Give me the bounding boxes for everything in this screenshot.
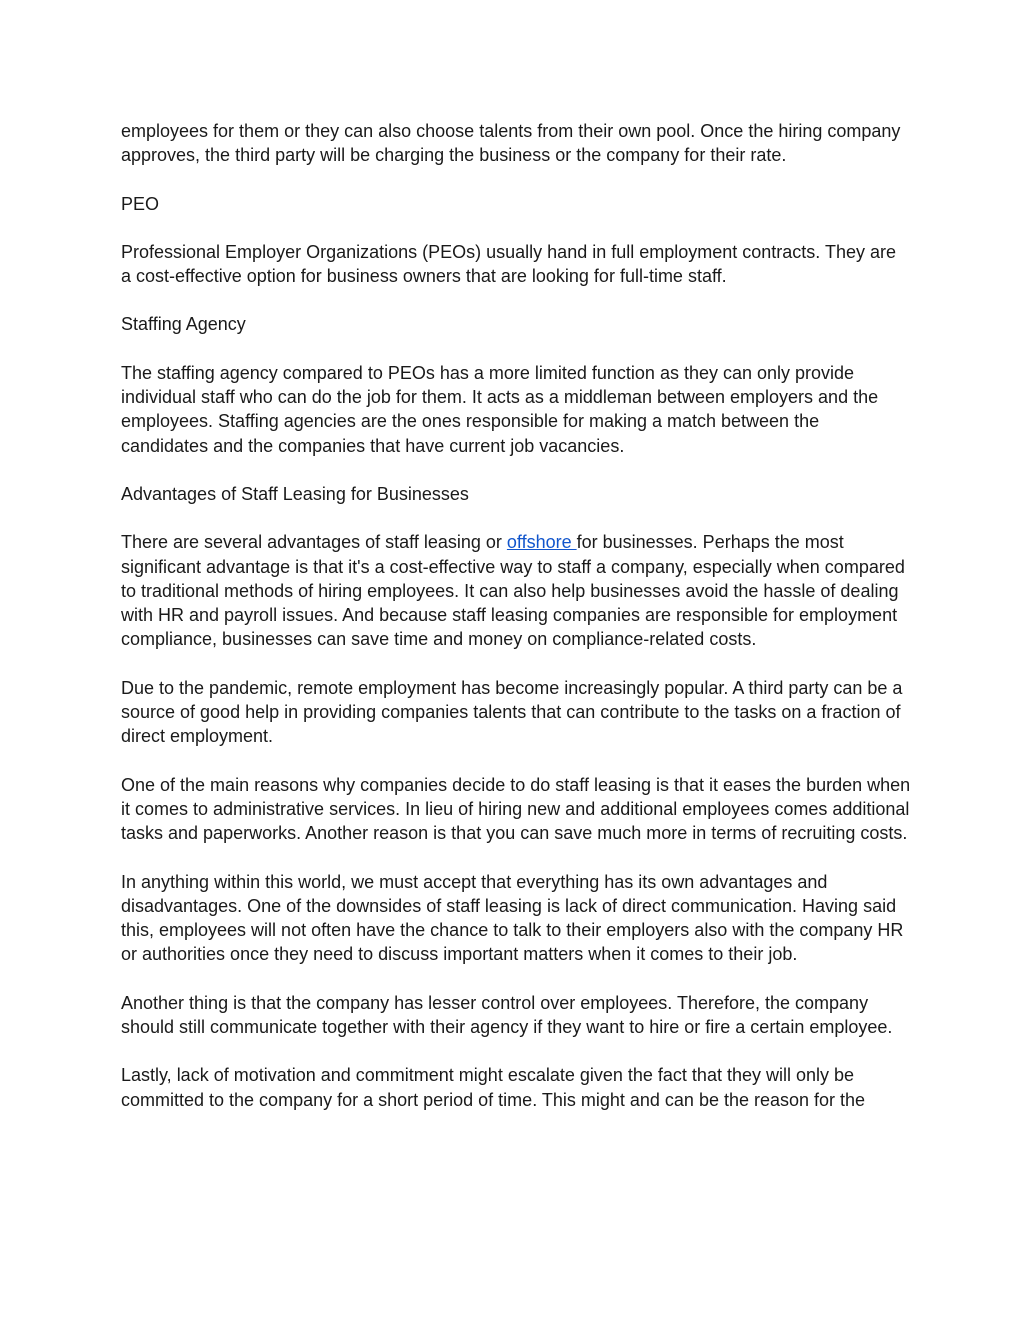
paragraph-peo: Professional Employer Organizations (PEOs) usually hand in full employment contracts. They are a cost-effective option for business owners that are looking for full-time staff. [121,241,897,287]
heading-peo: PEO [121,193,160,214]
document-page [121,119,911,1136]
paragraph-lastly: Lastly, lack of motivation and commitment might escalate given the fact that they will only be committed to the company for a short period of time. This might and can be the reason for the [121,1065,866,1110]
paragraph-staffing-agency: The staffing agency compared to PEOs has a more limited function as they can only provide individual staff who can do the job for them. It acts as a middleman between employers and the employees. Staffing agencies are the ones responsible for making a match between the candidates and the companies that have current job vacancies. [121,362,879,456]
advantages-text-start: There are several advantages of staff leasing or [121,532,507,553]
paragraph-pandemic: Due to the pandemic, remote employment has become increasingly popular. A third party can be a source of good help in providing companies talents that can contribute to the tasks on a fraction of direct employment. [121,677,903,747]
heading-advantages: Advantages of Staff Leasing for Businesses [121,483,469,504]
paragraph-control: Another thing is that the company has lesser control over employees. Therefore, the company should still communicate together with their agency if they want to hire or fire a certain employee. [121,992,893,1038]
heading-staffing-agency: Staffing Agency [121,314,246,335]
paragraph-advantages [121,530,911,651]
paragraph-intro: employees for them or they can also choose talents from their own pool. Once the hiring company approves, the third party will be charging the business or the company for their rate. [121,121,901,166]
advantages-text-end: for businesses. Perhaps the most significant advantage is that it's a cost-effective way to staff a company, especially when compared to traditional methods of hiring employees. It can also help businesses avoid the hassle of dealing with HR and payroll issues. And because staff leasing companies are responsible for employment compliance, businesses can save time and money on compliance-related costs. [121,532,905,650]
offshore-link[interactable]: offshore [506,532,577,553]
paragraph-reasons: One of the main reasons why companies decide to do staff leasing is that it eases the burden when it comes to administrative services. In lieu of hiring new and additional employees comes additional tasks and paperworks. Another reason is that you can save much more in terms of recruiting costs. [121,774,911,844]
paragraph-downsides: In anything within this world, we must accept that everything has its own advantages and disadvantages. One of the downsides of staff leasing is lack of direct communication. Having said this, employees will not often have the chance to talk to their employers also with the company HR or authorities once they need to discuss important matters when it comes to their job. [121,871,904,965]
